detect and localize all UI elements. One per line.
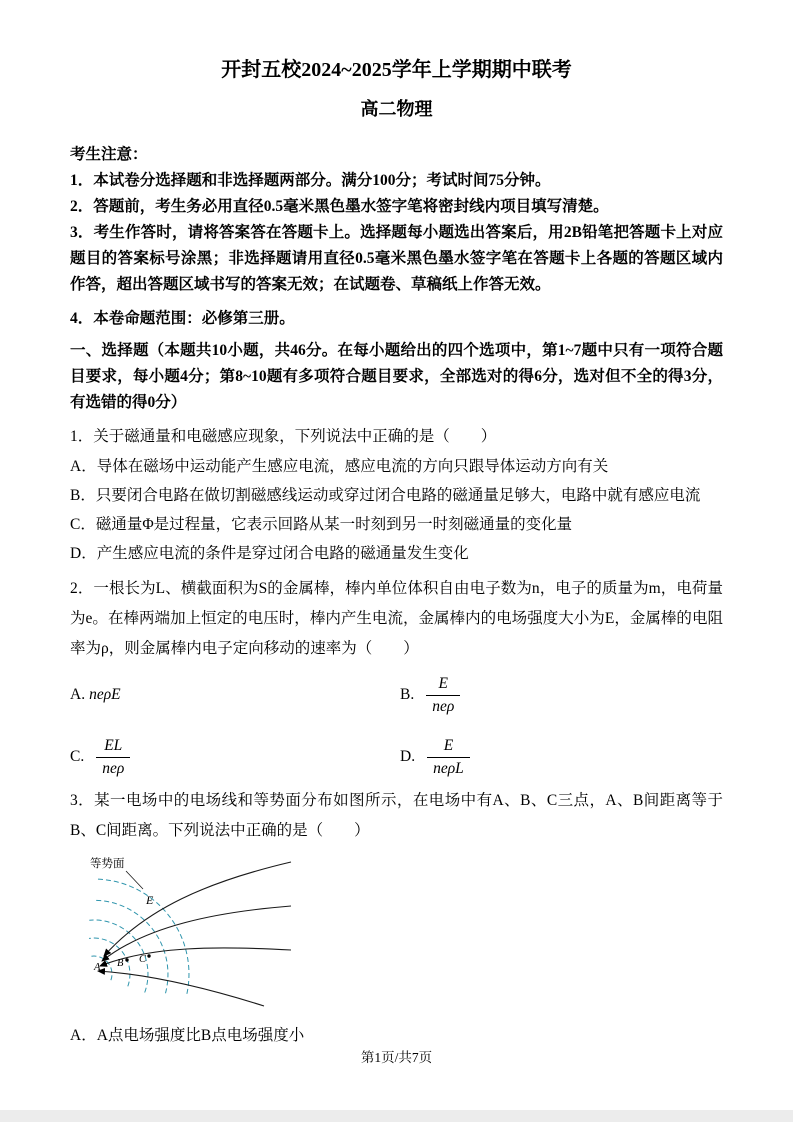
electric-field-diagram bbox=[86, 854, 301, 1012]
equipotential-leader-line bbox=[126, 871, 143, 889]
fraction-numerator: E bbox=[426, 674, 460, 695]
q2-option-d-fraction bbox=[427, 736, 470, 778]
q2-option-a bbox=[70, 672, 400, 718]
point-c-label: C bbox=[139, 954, 147, 965]
q2-option-a-label: A. bbox=[70, 686, 86, 703]
q1-option-b: B．只要闭合电路在做切割磁感线运动或穿过闭合电路的磁通量足够大，电路中就有感应电流 bbox=[70, 487, 701, 504]
exam-subject: 高二物理 bbox=[360, 99, 433, 119]
question-3 bbox=[70, 786, 723, 1050]
q2-option-b-fraction bbox=[426, 674, 460, 716]
q2-option-c bbox=[70, 734, 400, 780]
candidate-notice bbox=[70, 142, 723, 332]
fraction-numerator: EL bbox=[96, 736, 130, 757]
q1-option-a: A．导体在磁场中运动能产生感应电流，感应电流的方向只跟导体运动方向有关 bbox=[70, 458, 609, 475]
q2-option-c-fraction bbox=[96, 736, 130, 778]
question-2 bbox=[70, 574, 723, 780]
point-c-dot bbox=[147, 954, 150, 957]
field-points bbox=[93, 954, 151, 973]
point-b-label: B bbox=[117, 958, 124, 969]
notice-item-1: 1．本试卷分选择题和非选择题两部分。满分100分；考试时间75分钟。 bbox=[70, 172, 551, 189]
fraction-denominator: neρ bbox=[432, 697, 455, 715]
q2-option-d-label: D. bbox=[400, 748, 416, 765]
equipotential-dashed-arcs bbox=[89, 879, 189, 994]
q3-stem: 3．某一电场中的电场线和等势面分布如图所示，在电场中有A、B、C三点，A、B间距离等于B、C间距离。下列说法中正确的是（ ） bbox=[70, 792, 723, 839]
fraction-denominator: neρ bbox=[102, 759, 125, 777]
page-number: 第1页/共7页 bbox=[360, 1050, 433, 1065]
q3-option-a: A．A点电场强度比B点电场强度小 bbox=[70, 1027, 305, 1044]
notice-item-3: 3．考生作答时，请将答案答在答题卡上。选择题每小题选出答案后，用2B铅笔把答题卡上对应题目的答案标号涂黑；非选择题请用直径0.5毫米黑色墨水签字笔在答题卡上各题的答题区域内作答，超出答题区域书写的答案无效；在试题卷、草稿纸上作答无效。 bbox=[70, 224, 723, 293]
notice-item-4: 4．本卷命题范围：必修第三册。 bbox=[70, 310, 295, 327]
question-1 bbox=[70, 422, 723, 568]
q1-option-d: D．产生感应电流的条件是穿过闭合电路的磁通量发生变化 bbox=[70, 545, 469, 562]
equipotential-label: 等势面 bbox=[90, 858, 125, 870]
fraction-denominator: neρL bbox=[433, 759, 464, 777]
q2-stem: 2．一根长为L、横截面积为S的金属棒，棒内单位体积自由电子数为n，电子的质量为m，电荷量为e。在棒两端加上恒定的电压时，棒内产生电流，金属棒内的电场强度大小为E，金属棒的电阻率为ρ，则金属棒内电子定向移动的速率为（ ） bbox=[70, 580, 723, 657]
q1-stem: 1．关于磁通量和电磁感应现象，下列说法中正确的是（ ） bbox=[70, 428, 497, 445]
q2-option-d bbox=[400, 734, 723, 780]
notice-heading: 考生注意： bbox=[70, 146, 148, 163]
electric-field-lines bbox=[98, 862, 291, 1006]
q3-figure bbox=[86, 854, 723, 1017]
point-b-dot bbox=[125, 958, 128, 961]
q2-options bbox=[70, 672, 723, 780]
q2-option-c-label: C. bbox=[70, 748, 85, 765]
q2-option-b-label: B. bbox=[400, 686, 415, 703]
q1-option-c: C．磁通量Φ是过程量，它表示回路从某一时刻到另一时刻磁通量的变化量 bbox=[70, 516, 573, 533]
q2-option-a-value: neρE bbox=[89, 686, 121, 703]
exam-title: 开封五校2024~2025学年上学期期中联考 bbox=[221, 59, 572, 81]
page-edge bbox=[0, 1110, 793, 1122]
section-1-heading: 一、选择题（本题共10小题，共46分。在每小题给出的四个选项中，第1~7题中只有一项符合题目要求，每小题4分；第8~10题有多项符合题目要求，全部选对的得6分，选对但不全的得3分，有选错的得0分） bbox=[70, 342, 723, 411]
fraction-numerator: E bbox=[427, 736, 470, 757]
field-strength-label-E: E bbox=[146, 893, 154, 907]
notice-item-2: 2．答题前，考生务必用直径0.5毫米黑色墨水签字笔将密封线内项目填写清楚。 bbox=[70, 198, 609, 215]
q2-option-b bbox=[400, 672, 723, 718]
point-a-label: A bbox=[94, 962, 101, 973]
point-a-dot bbox=[103, 962, 106, 965]
